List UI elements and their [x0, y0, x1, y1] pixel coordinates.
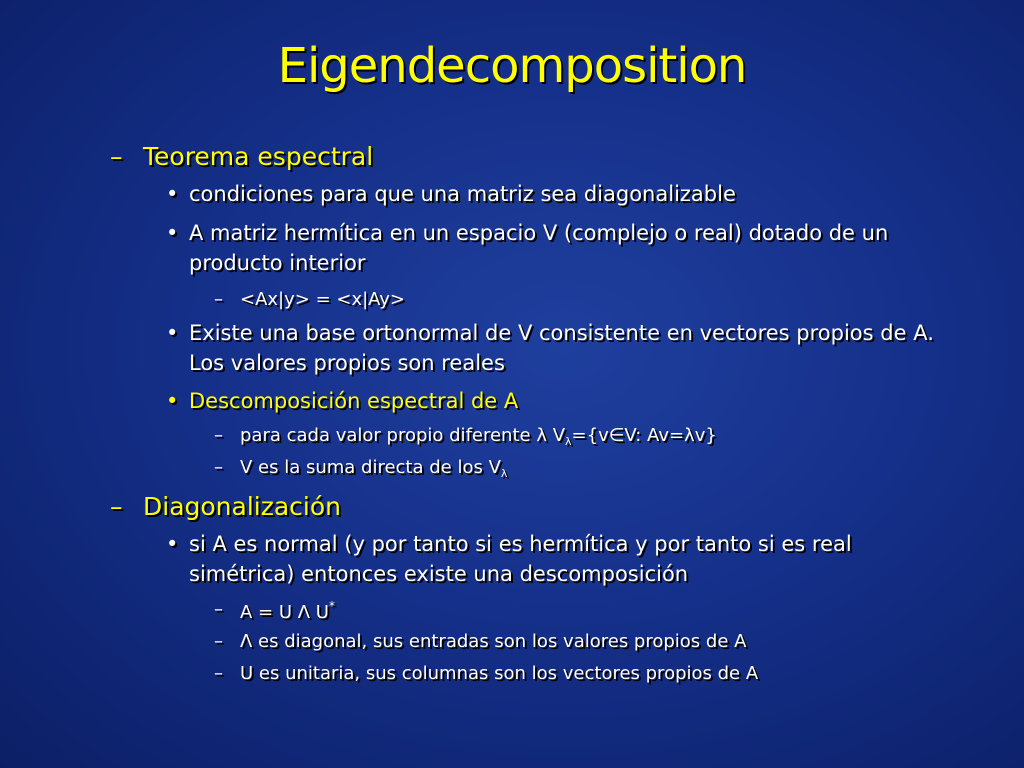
conjugate-transpose-mark: *	[328, 599, 335, 613]
bullet-marker: •	[166, 221, 179, 245]
bullet-hermitica-line2: producto interior	[189, 251, 366, 275]
slide-title: Eigendecomposition	[277, 38, 747, 94]
text-fragment: U	[310, 602, 329, 623]
text-fragment: V	[546, 425, 566, 446]
dash-marker: –	[214, 425, 223, 446]
text-fragment: para cada valor propio diferente	[240, 425, 537, 446]
subitem-inner-product: <Ax|y> = <x|Ay>	[240, 289, 405, 310]
bullet-descomposicion-espectral: Descomposición espectral de A	[189, 389, 519, 413]
bullet-base-ortonormal-line2: Los valores propios son reales	[189, 351, 505, 375]
capital-lambda-symbol: Λ	[240, 631, 253, 652]
dash-marker: –	[214, 599, 223, 620]
bullet-base-ortonormal-line1: Existe una base ortonormal de V consistente en vectores propios de A.	[189, 321, 934, 345]
lambda-symbol: λ	[536, 425, 547, 446]
text-fragment: V es la suma directa de los V	[240, 457, 501, 478]
lambda-subscript: λ	[500, 467, 508, 480]
dash-marker: –	[214, 631, 223, 652]
text-fragment: es diagonal, sus entradas son los valores propios de A	[252, 631, 747, 652]
text-fragment: A = U	[240, 602, 298, 623]
dash-marker: –	[214, 663, 223, 684]
bullet-marker: •	[166, 532, 179, 556]
subitem-valor-propio	[240, 425, 717, 448]
dash-marker: –	[110, 492, 123, 521]
bullet-marker: •	[166, 321, 179, 345]
subitem-lambda-diagonal	[240, 631, 746, 652]
element-of-symbol: ∈	[608, 425, 625, 446]
text-fragment: v}	[694, 425, 717, 446]
lambda-subscript: λ	[565, 435, 572, 448]
text-fragment: ={v	[571, 425, 609, 446]
bullet-normal-line1: si A es normal (y por tanto si es hermítica y por tanto si es real	[189, 532, 852, 556]
bullet-normal-line2: simétrica) entonces existe una descomposición	[189, 562, 689, 586]
text-fragment: V: Av=	[624, 425, 685, 446]
dash-marker: –	[110, 142, 123, 171]
section-heading-diagonalizacion: Diagonalización	[143, 492, 342, 521]
dash-marker: –	[214, 457, 223, 478]
section-heading-teorema: Teorema espectral	[143, 142, 374, 171]
bullet-marker: •	[166, 182, 179, 206]
bullet-marker: •	[166, 389, 179, 413]
subitem-unitaria: U es unitaria, sus columnas son los vectores propios de A	[240, 663, 759, 684]
dash-marker: –	[214, 289, 223, 310]
subitem-suma-directa	[240, 457, 507, 480]
lambda-symbol: λ	[684, 425, 695, 446]
bullet-hermitica-line1: A matriz hermítica en un espacio V (complejo o real) dotado de un	[189, 221, 889, 245]
subitem-factorization	[240, 599, 335, 623]
bullet-condiciones: condiciones para que una matriz sea diagonalizable	[189, 182, 736, 206]
capital-lambda-symbol: Λ	[297, 602, 311, 623]
